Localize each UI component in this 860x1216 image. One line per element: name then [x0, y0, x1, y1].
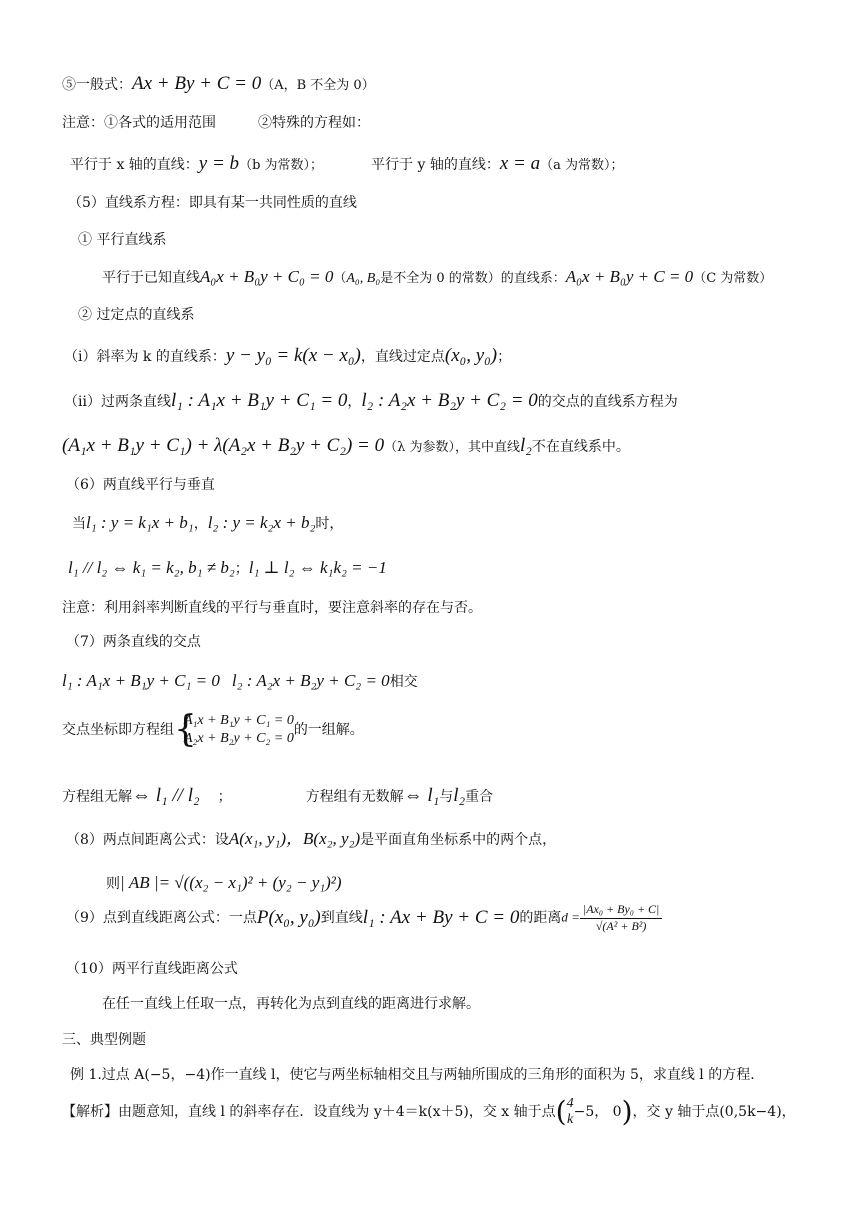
section-5-heading: （5）直线系方程：即具有某一共同性质的直线 [68, 195, 357, 211]
text: ； [497, 349, 512, 365]
section-10-body: 在任一直线上任取一点，再转化为点到直线的距离进行求解。 [102, 996, 480, 1012]
equation-system [174, 709, 294, 750]
section-10-heading: （10）两平行直线距离公式 [66, 961, 238, 977]
text: 不在直线系中。 [531, 439, 630, 455]
formula: A₀x + B₀y + C₀ = 0 [200, 267, 334, 286]
text: ， [193, 516, 208, 532]
parallel-perpendicular-line [68, 557, 387, 579]
four-over-k [567, 1096, 574, 1128]
formula: y − y₀ = k(x − x₀) [225, 345, 361, 366]
text: 是平面直角坐标系中的两个点， [360, 832, 557, 848]
text: 平行于已知直线 [102, 270, 200, 286]
formula: l₂ : y = k₂x + b₂ [207, 513, 316, 532]
point-line-distance-line [66, 902, 662, 934]
formula: ⇔ l₁ [403, 785, 440, 806]
note-item-1: ①各式的适用范围 [104, 115, 216, 131]
solution-line [62, 1094, 796, 1130]
numerator: 4 [566, 1096, 574, 1112]
general-form-line [62, 72, 375, 97]
text: ，交 y 轴于点(0,5k−4)， [632, 1104, 796, 1121]
distance-two-points-line [66, 828, 556, 850]
general-form-note: （A，B 不全为 0） [261, 78, 375, 93]
text: 的交点的直线系方程为 [537, 394, 678, 410]
text: ， [347, 394, 362, 410]
formula: l₂ [453, 785, 466, 806]
parallel-system-heading: ① 平行直线系 [78, 232, 167, 248]
text: 到直线 [320, 910, 363, 926]
text: （C 为常数） [693, 271, 773, 286]
section-3-heading: 三、典型例题 [62, 1032, 146, 1048]
text: 相交 [389, 674, 418, 690]
formula: (x₀, y₀) [444, 345, 498, 366]
formula: l₁ : A₁x + B₁y + C₁ = 0 [62, 671, 220, 690]
text: 的一组解。 [293, 721, 364, 738]
lambda-system-line [62, 434, 630, 459]
text: ； [217, 789, 232, 805]
system-solution-line [62, 784, 493, 809]
parallel-x-text: 平行于 x 轴的直线： [70, 157, 199, 173]
text: 【解析】由题意知，直线 l 的斜率存在．设直线为 y＋4＝k(x＋5)，交 x 轴于点 [62, 1104, 556, 1121]
text: 时， [315, 516, 344, 532]
text: （ⅰ）斜率为 k 的直线系： [64, 349, 226, 365]
general-form-prefix: ⑤一般式： [62, 77, 132, 93]
formula: l₁ // l₂ ⇔ k₁ = k₂, b₁ ≠ b₂ [68, 558, 235, 577]
text: （λ 为参数），其中直线 [384, 440, 520, 455]
equation-row: A₁x + B₁y + C₁ = 0 [184, 713, 294, 728]
formula: l₂ : A₂x + B₂y + C₂ = 0 [361, 390, 538, 411]
text: 是不全为 0 的常数）的直线系： [380, 271, 566, 286]
denominator: k [566, 1112, 574, 1128]
parallel-x-note: （b 为常数）； [239, 158, 324, 173]
note-item-2: ②特殊的方程如： [258, 115, 370, 131]
general-form-formula: Ax + By + C = 0 [132, 73, 262, 94]
denominator: √(A² + B²) [595, 918, 647, 933]
parallel-y-note: （a 为常数）； [540, 158, 624, 173]
formula: l₁ : y = k₁x + b₁ [86, 513, 194, 532]
distance-formula-line [106, 872, 342, 894]
special-lines [70, 152, 624, 177]
point-system-heading: ② 过定点的直线系 [78, 307, 195, 323]
parallel-y-text: 平行于 y 轴的直线： [371, 157, 500, 173]
section-6-heading: （6）两直线平行与垂直 [66, 477, 215, 493]
note-line-1 [62, 114, 370, 132]
formula: (A₁x + B₁y + C₁) + λ(A₂x + B₂y + C₂) = 0 [62, 435, 385, 456]
formula: A₀x + B₀y + C = 0 [565, 267, 694, 286]
formula: l₁ ⊥ l₂ ⇔ k₁k₂ = −1 [248, 558, 387, 577]
section-7-heading: （7）两条直线的交点 [66, 634, 201, 650]
text: 重合 [465, 789, 494, 805]
formula: l₂ : A₂x + B₂y + C₂ = 0 [231, 671, 390, 690]
text: （8）两点间距离公式：设 [66, 832, 229, 848]
text: 的距离 [519, 910, 562, 926]
text: 方程组有无数解 [305, 789, 404, 805]
text: −5， 0 [573, 1104, 622, 1121]
text: （ⅱ）过两条直线 [64, 394, 171, 410]
distance-fraction [580, 902, 662, 934]
formula: A₀, B₀ [346, 271, 381, 286]
formula: | AB |= √((x₂ − x₁)² + (y₂ − y₁)²) [120, 873, 342, 892]
formula: ⇔ l₁ // l₂ [132, 785, 200, 806]
parallel-y-formula: x = a [499, 153, 541, 174]
formula: P(x₀, y₀) [256, 906, 321, 928]
numerator: |Ax₀ + By₀ + C| [580, 902, 662, 919]
parallel-x-formula: y = b [198, 153, 240, 174]
formula: l₂ [519, 435, 532, 456]
two-line-system-line [64, 389, 678, 414]
text: 交点坐标即方程组 [62, 721, 174, 738]
example-1: 例 1.过点 A(−5，−4)作一直线 l，使它与两坐标轴相交且与两轴所围成的三角形的面积为 5，求直线 l 的方程. [70, 1067, 755, 1083]
paren-icon: ( [555, 1095, 567, 1128]
text: （ [333, 271, 347, 286]
paren-icon: ) [621, 1095, 633, 1128]
text: 与 [439, 789, 454, 805]
text: ； [234, 561, 249, 577]
slope-intercept-line [72, 512, 343, 534]
formula: A(x₁, y₁)，B(x₂, y₂) [228, 829, 361, 848]
text: ，直线过定点 [360, 349, 445, 365]
equation-system-line [62, 709, 364, 750]
intersect-line [62, 670, 418, 692]
formula: l₁ : Ax + By + C = 0 [362, 906, 520, 928]
text: 当 [72, 516, 86, 532]
equation-row: A₂x + B₂y + C₂ = 0 [184, 731, 294, 746]
text: （9）点到直线距离公式：一点 [66, 910, 257, 926]
slope-system-line [64, 344, 511, 369]
brace-icon: { [174, 709, 197, 750]
text: 方程组无解 [62, 789, 132, 805]
text: 则 [106, 876, 120, 892]
formula: l₁ : A₁x + B₁y + C₁ = 0 [170, 390, 348, 411]
slope-note-line: 注意：利用斜率判断直线的平行与垂直时，要注意斜率的存在与否。 [62, 600, 482, 616]
note-prefix: 注意： [62, 115, 104, 131]
parallel-system-line [102, 266, 772, 288]
formula: d = [561, 909, 580, 925]
